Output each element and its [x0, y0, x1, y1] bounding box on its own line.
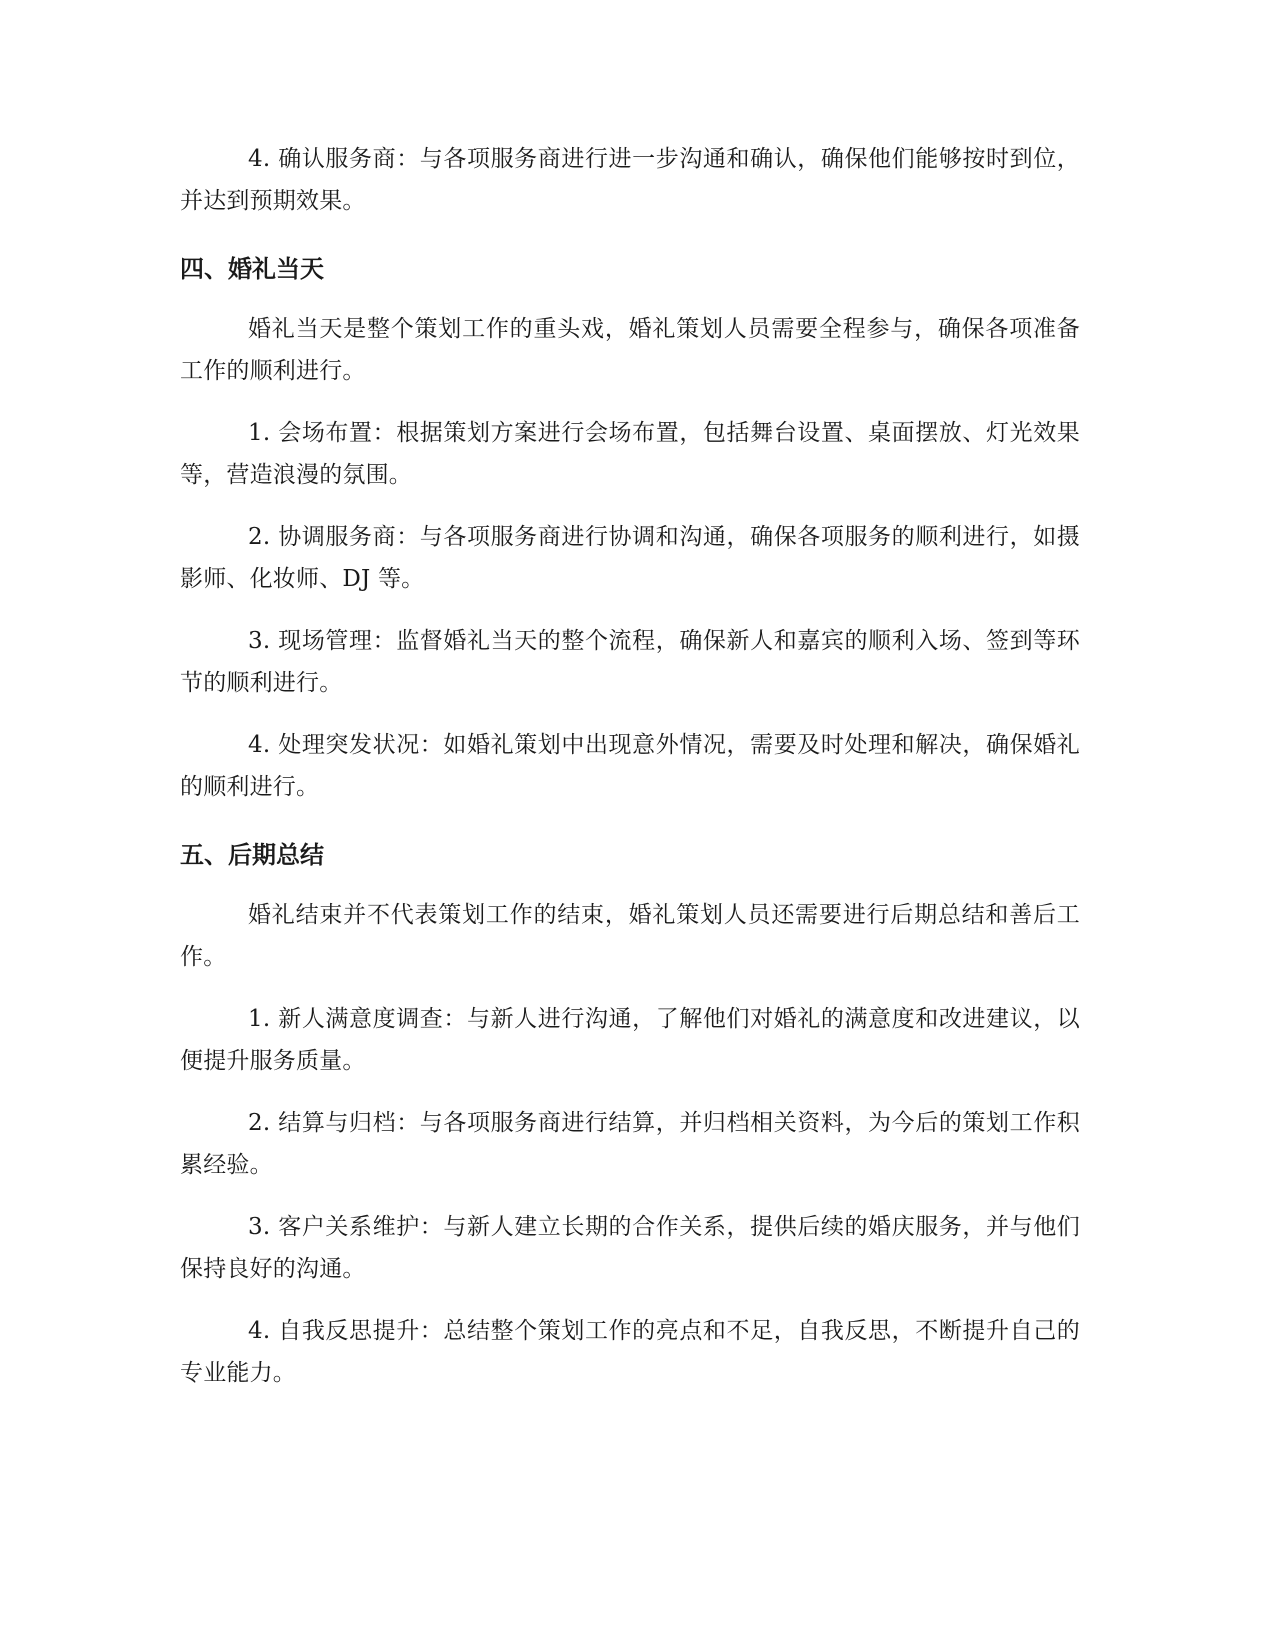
paragraph-satisfaction-survey: 1. 新人满意度调查：与新人进行沟通，了解他们对婚礼的满意度和改进建议，以便提升服务质量。 [180, 1006, 1080, 1074]
paragraph-client-relations: 3. 客户关系维护：与新人建立长期的合作关系，提供后续的婚庆服务，并与他们保持良好的沟通。 [180, 1214, 1080, 1282]
paragraph-wedding-day-intro: 婚礼当天是整个策划工作的重头戏，婚礼策划人员需要全程参与，确保各项准备工作的顺利进行。 [180, 316, 1080, 384]
paragraph-confirm-vendors: 4. 确认服务商：与各项服务商进行进一步沟通和确认，确保他们能够按时到位，并达到预期效果。 [180, 146, 1080, 214]
paragraph-settlement-archive: 2. 结算与归档：与各项服务商进行结算，并归档相关资料，为今后的策划工作积累经验。 [180, 1110, 1080, 1178]
paragraph-coordinate-vendors: 2. 协调服务商：与各项服务商进行协调和沟通，确保各项服务的顺利进行，如摄影师、化妆师、DJ 等。 [180, 524, 1080, 592]
section-heading-wedding-day: 四、婚礼当天 [180, 255, 324, 283]
paragraph-onsite-management: 3. 现场管理：监督婚礼当天的整个流程，确保新人和嘉宾的顺利入场、签到等环节的顺利进行。 [180, 628, 1080, 696]
paragraph-handle-emergencies: 4. 处理突发状况：如婚礼策划中出现意外情况，需要及时处理和解决，确保婚礼的顺利进行。 [180, 732, 1080, 800]
paragraph-venue-setup: 1. 会场布置：根据策划方案进行会场布置，包括舞台设置、桌面摆放、灯光效果等，营造浪漫的氛围。 [180, 420, 1080, 488]
document-page [180, 138, 1080, 1394]
paragraph-post-summary-intro: 婚礼结束并不代表策划工作的结束，婚礼策划人员还需要进行后期总结和善后工作。 [180, 902, 1080, 970]
paragraph-self-reflection: 4. 自我反思提升：总结整个策划工作的亮点和不足，自我反思，不断提升自己的专业能力。 [180, 1318, 1080, 1386]
section-heading-post-summary: 五、后期总结 [180, 841, 324, 869]
